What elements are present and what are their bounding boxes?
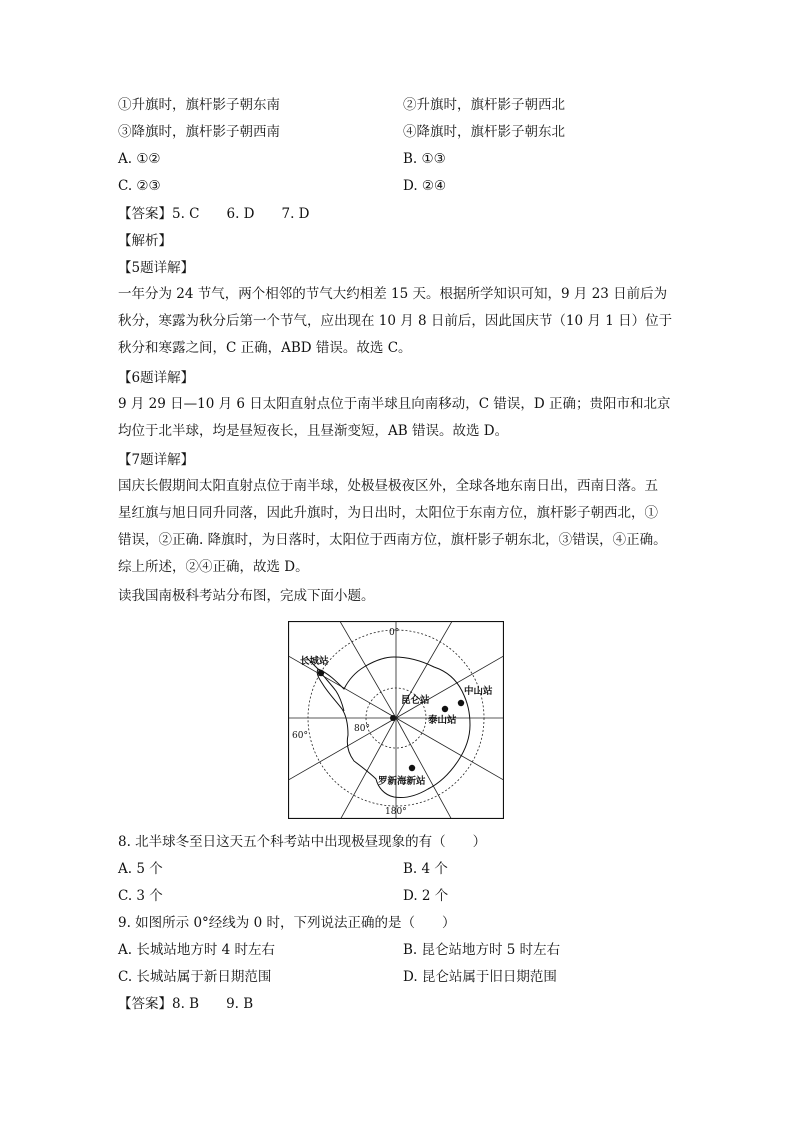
q7-option-1: ①升旗时，旗杆影子朝东南 [118,97,280,113]
station-dot-luoxinhai [409,765,415,771]
q5-line-2: 秋分，寒露为秋分后第一个节气，应出现在 10 月 8 日前后，因此国庆节（10 月 1 日）位于 [118,313,673,329]
q9-choice-a: A. 长城站地方时 4 时左右 [118,942,276,958]
q8-choice-d: D. 2 个 [403,888,449,904]
q7-choice-b: B. ①③ [403,151,446,167]
q6-heading: 【6题详解】 [118,370,195,386]
station-dot-kunlun [442,706,448,712]
q8-choice-b: B. 4 个 [403,861,448,877]
q7-line-4: 综上所述，②④正确，故选 D。 [118,559,309,575]
label-0-degree: 0° [389,628,400,638]
q6-explanation [118,391,678,445]
q9-choice-b: B. 昆仑站地方时 5 时左右 [403,942,561,958]
q7-heading: 【7题详解】 [118,452,195,468]
station-label-kunlun: 昆仑站 [401,695,430,706]
q7-line-1: 国庆长假期间太阳直射点位于南半球，处极昼极夜区外，全球各地东南日出，西南日落。五 [118,478,658,494]
q7-explanation [118,473,678,581]
map-intro: 读我国南极科考站分布图，完成下面小题。 [118,588,375,604]
answer-block-1: 【答案】5. C 6. D 7. D [118,206,310,222]
q7-choice-d: D. ②④ [403,178,447,194]
q7-choice-c: C. ②③ [118,178,161,194]
label-60-degree: 60° [292,731,308,741]
q8-choice-a: A. 5 个 [118,861,163,877]
q7-line-2: 星红旗与旭日同升同落，因此升旗时，为日出时，太阳位于东南方位，旗杆影子朝西北，① [118,505,658,521]
q7-option-4: ④降旗时，旗杆影子朝东北 [403,124,565,140]
q9-stem: 9. 如图所示 0°经线为 0 时，下列说法正确的是（ ） [118,915,456,931]
q7-choice-a: A. ①② [118,151,161,167]
station-label-taishan: 泰山站 [428,715,457,726]
station-label-zhongshan: 中山站 [464,686,493,697]
antarctica-station-map [288,621,504,819]
south-pole-dot [390,715,396,721]
q5-heading: 【5题详解】 [118,260,195,276]
q8-choice-c: C. 3 个 [118,888,163,904]
station-label-luoxinhai: 罗新海新站 [378,776,426,787]
q9-choice-c: C. 长城站属于新日期范围 [118,969,272,985]
station-label-changcheng: 长城站 [300,656,329,667]
station-dot-zhongshan [458,700,464,706]
q5-line-1: 一年分为 24 节气，两个相邻的节气大约相差 15 天。根据所学知识可知，9 月 23 日前后为 [118,286,668,302]
q5-line-3: 秋分和寒露之间，C 正确，ABD 错误。故选 C。 [118,340,412,356]
station-dot-changcheng [318,670,324,676]
q5-explanation [118,281,678,362]
answer-block-2: 【答案】8. B 9. B [118,996,254,1012]
q6-line-2: 均位于北半球，均是昼短夜长，且昼渐变短，AB 错误。故选 D。 [118,423,509,439]
q9-choice-d: D. 昆仑站属于旧日期范围 [403,969,557,985]
analysis-heading: 【解析】 [118,233,172,249]
q6-line-1: 9 月 29 日—10 月 6 日太阳直射点位于南半球且向南移动，C 错误，D 正确；贵阳市和北京 [118,396,671,412]
label-180-degree: 180° [385,807,407,817]
q7-option-2: ②升旗时，旗杆影子朝西北 [403,97,565,113]
label-80-degree: 80° [354,724,370,734]
q8-stem: 8. 北半球冬至日这天五个科考站中出现极昼现象的有（ ） [118,834,487,850]
q7-option-3: ③降旗时，旗杆影子朝西南 [118,124,280,140]
q7-line-3: 错误，②正确. 降旗时，为日落时，太阳位于西南方位，旗杆影子朝东北，③错误，④正确。 [118,532,667,548]
